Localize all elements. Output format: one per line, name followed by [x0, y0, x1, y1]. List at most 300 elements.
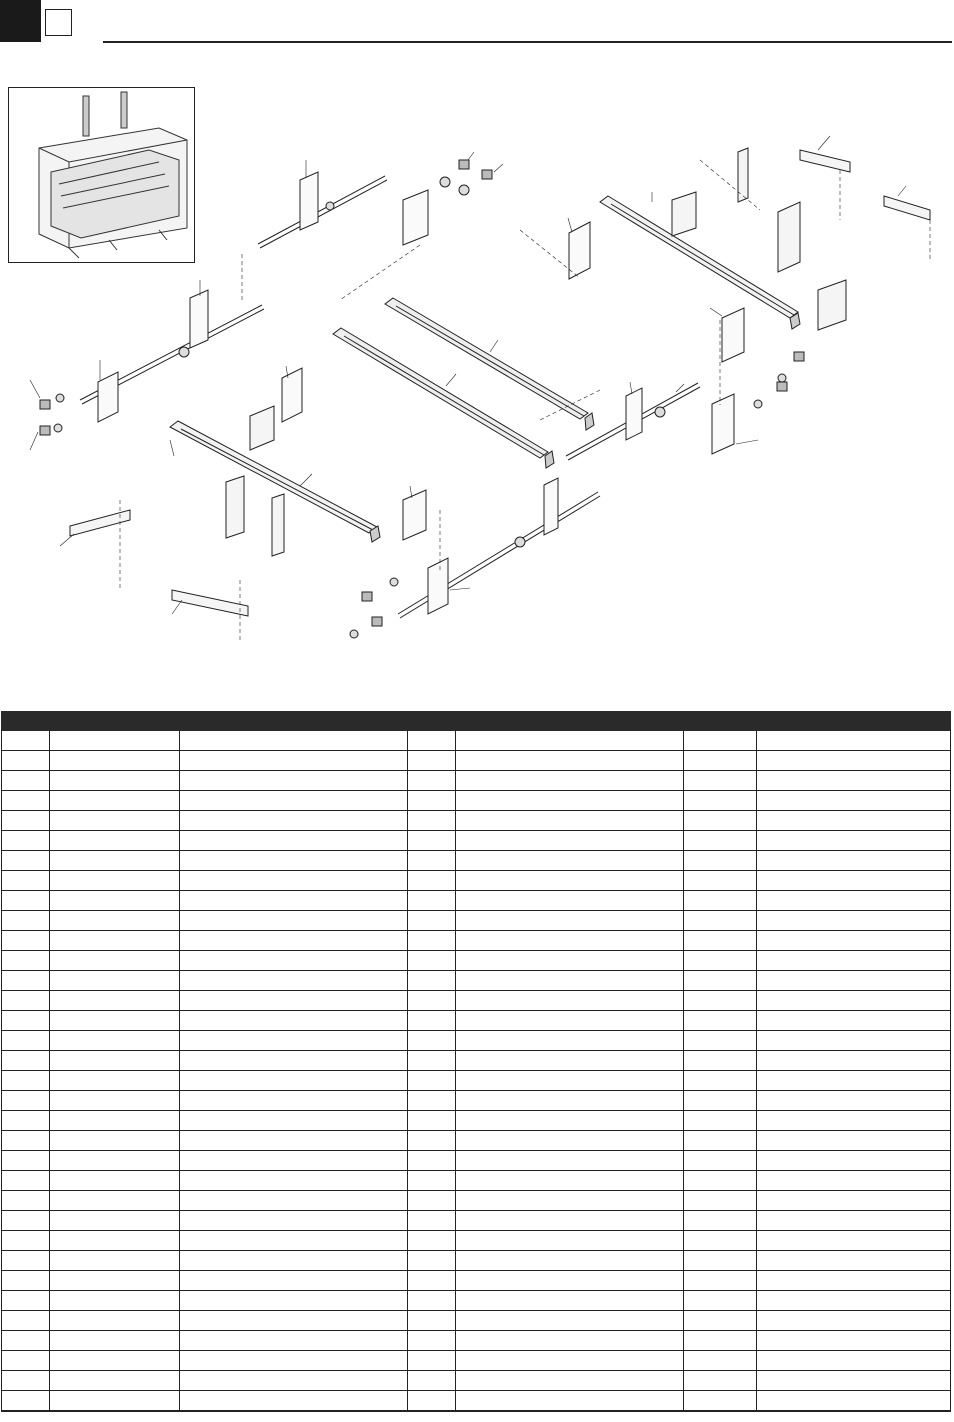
- table-cell: [50, 971, 180, 991]
- table-row: [2, 1111, 951, 1131]
- table-cell: [408, 891, 456, 911]
- table-cell: [757, 1251, 951, 1271]
- table-cell: [50, 891, 180, 911]
- table-cell: [180, 751, 408, 771]
- table-cell: [2, 1131, 50, 1151]
- table-cell: [684, 731, 757, 751]
- table-cell: [50, 1391, 180, 1412]
- table-cell: [2, 1231, 50, 1251]
- table-cell: [408, 771, 456, 791]
- table-cell: [2, 751, 50, 771]
- table-cell: [456, 1071, 684, 1091]
- table-row: [2, 1171, 951, 1191]
- table-cell: [408, 1031, 456, 1051]
- table-cell: [757, 1071, 951, 1091]
- table-cell: [684, 1131, 757, 1151]
- column-header: [456, 711, 684, 731]
- table-cell: [456, 971, 684, 991]
- table-cell: [456, 811, 684, 831]
- table-cell: [456, 871, 684, 891]
- table-cell: [408, 1051, 456, 1071]
- table-cell: [456, 1011, 684, 1031]
- bracket-vertical-left: [272, 494, 284, 556]
- table-cell: [2, 831, 50, 851]
- plate-upper-left: [300, 172, 318, 230]
- table-row: [2, 831, 951, 851]
- table-cell: [684, 891, 757, 911]
- table-cell: [456, 951, 684, 971]
- table-cell: [456, 1131, 684, 1151]
- table-cell: [456, 1331, 684, 1351]
- parts-list-table: [1, 711, 951, 1412]
- table-cell: [2, 871, 50, 891]
- table-cell: [684, 1031, 757, 1051]
- table-cell: [2, 1151, 50, 1171]
- table-cell: [50, 1131, 180, 1151]
- table-cell: [50, 1031, 180, 1051]
- table-cell: [408, 991, 456, 1011]
- table-cell: [408, 931, 456, 951]
- table-cell: [408, 1191, 456, 1211]
- table-cell: [180, 1331, 408, 1351]
- table-cell: [408, 1371, 456, 1391]
- column-header: [408, 711, 456, 731]
- table-cell: [757, 931, 951, 951]
- table-cell: [2, 1371, 50, 1391]
- table-cell: [50, 931, 180, 951]
- table-cell: [180, 1271, 408, 1291]
- table-cell: [2, 931, 50, 951]
- table-cell: [408, 1271, 456, 1291]
- table-cell: [50, 1071, 180, 1091]
- table-cell: [408, 1251, 456, 1271]
- table-cell: [757, 1171, 951, 1191]
- drive-shaft-upper-left: [258, 176, 387, 248]
- table-cell: [408, 1311, 456, 1331]
- table-cell: [180, 1151, 408, 1171]
- table-cell: [456, 931, 684, 951]
- table-cell: [757, 1391, 951, 1412]
- table-row: [2, 931, 951, 951]
- table-cell: [684, 1051, 757, 1071]
- table-cell: [180, 931, 408, 951]
- table-cell: [50, 1331, 180, 1351]
- table-row: [2, 1291, 951, 1311]
- table-cell: [757, 1051, 951, 1071]
- table-cell: [456, 1391, 684, 1412]
- table-cell: [50, 731, 180, 751]
- table-cell: [684, 971, 757, 991]
- table-cell: [684, 931, 757, 951]
- table-cell: [757, 1331, 951, 1351]
- table-cell: [2, 811, 50, 831]
- table-cell: [50, 1371, 180, 1391]
- table-cell: [684, 791, 757, 811]
- table-cell: [2, 1171, 50, 1191]
- table-row: [2, 1251, 951, 1271]
- table-cell: [2, 891, 50, 911]
- table-row: [2, 1351, 951, 1371]
- table-cell: [408, 791, 456, 811]
- table-cell: [456, 1311, 684, 1331]
- table-cell: [2, 971, 50, 991]
- table-cell: [50, 1311, 180, 1331]
- table-cell: [2, 951, 50, 971]
- table-cell: [408, 1171, 456, 1191]
- table-cell: [408, 731, 456, 751]
- table-cell: [180, 971, 408, 991]
- table-cell: [408, 831, 456, 851]
- table-row: [2, 1391, 951, 1412]
- plate-right-mid: [712, 394, 734, 454]
- bracket-vertical-right: [738, 148, 748, 202]
- table-cell: [2, 991, 50, 1011]
- bracket-right-a: [818, 280, 846, 330]
- table-cell: [180, 1111, 408, 1131]
- table-cell: [684, 871, 757, 891]
- table-cell: [456, 911, 684, 931]
- table-cell: [180, 1031, 408, 1051]
- table-row: [2, 791, 951, 811]
- table-cell: [50, 1011, 180, 1031]
- table-cell: [180, 911, 408, 931]
- table-cell: [757, 771, 951, 791]
- table-cell: [684, 1351, 757, 1371]
- table-cell: [456, 1171, 684, 1191]
- table-row: [2, 1151, 951, 1171]
- plate-lower-left: [428, 558, 448, 614]
- table-cell: [684, 1251, 757, 1271]
- table-cell: [757, 1231, 951, 1251]
- table-cell: [180, 1191, 408, 1211]
- table-cell: [2, 791, 50, 811]
- table-row: [2, 871, 951, 891]
- table-cell: [684, 991, 757, 1011]
- table-cell: [684, 1171, 757, 1191]
- table-cell: [50, 911, 180, 931]
- table-header-row: [2, 711, 951, 731]
- table-cell: [2, 1351, 50, 1371]
- table-cell: [757, 731, 951, 751]
- table-cell: [684, 1151, 757, 1171]
- table-cell: [180, 1351, 408, 1371]
- table-cell: [50, 1111, 180, 1131]
- table-cell: [180, 991, 408, 1011]
- bracket-center-small: [250, 406, 274, 450]
- table-row: [2, 1331, 951, 1351]
- table-cell: [50, 1171, 180, 1191]
- table-cell: [684, 1231, 757, 1251]
- table-row: [2, 991, 951, 1011]
- plate-lower-center: [544, 478, 558, 535]
- table-cell: [2, 851, 50, 871]
- table-cell: [684, 1291, 757, 1311]
- table-cell: [757, 1271, 951, 1291]
- table-cell: [408, 871, 456, 891]
- table-cell: [684, 1091, 757, 1111]
- table-row: [2, 851, 951, 871]
- table-cell: [757, 791, 951, 811]
- table-cell: [757, 1371, 951, 1391]
- table-cell: [757, 1111, 951, 1131]
- table-cell: [757, 871, 951, 891]
- table-cell: [456, 831, 684, 851]
- table-cell: [408, 1151, 456, 1171]
- table-cell: [757, 971, 951, 991]
- table-cell: [2, 1091, 50, 1111]
- table-cell: [50, 1091, 180, 1111]
- table-cell: [757, 1351, 951, 1371]
- table-cell: [757, 1011, 951, 1031]
- table-cell: [456, 1151, 684, 1171]
- table-cell: [456, 1091, 684, 1111]
- bracket-upper-right-a: [800, 150, 850, 172]
- column-header: [50, 711, 180, 731]
- table-cell: [456, 791, 684, 811]
- plate-upper-mid: [403, 190, 428, 245]
- table-cell: [684, 751, 757, 771]
- table-cell: [757, 911, 951, 931]
- table-cell: [180, 1091, 408, 1111]
- table-cell: [456, 851, 684, 871]
- bracket-left: [70, 510, 130, 536]
- table-cell: [456, 891, 684, 911]
- table-cell: [50, 1251, 180, 1271]
- table-row: [2, 951, 951, 971]
- table-cell: [684, 1071, 757, 1091]
- table-cell: [757, 1311, 951, 1331]
- table-cell: [180, 771, 408, 791]
- table-cell: [2, 1211, 50, 1231]
- table-cell: [50, 791, 180, 811]
- table-cell: [684, 1011, 757, 1031]
- table-cell: [50, 1291, 180, 1311]
- table-cell: [684, 811, 757, 831]
- table-cell: [684, 831, 757, 851]
- bracket-upper-right-b: [884, 196, 930, 220]
- table-cell: [408, 1231, 456, 1251]
- table-cell: [757, 891, 951, 911]
- table-row: [2, 891, 951, 911]
- table-cell: [50, 1351, 180, 1371]
- table-cell: [456, 1111, 684, 1131]
- table-row: [2, 1271, 951, 1291]
- table-cell: [757, 1151, 951, 1171]
- table-cell: [180, 831, 408, 851]
- table-cell: [408, 1011, 456, 1031]
- table-cell: [50, 771, 180, 791]
- table-cell: [684, 1391, 757, 1412]
- column-header: [757, 711, 951, 731]
- table-cell: [50, 751, 180, 771]
- table-cell: [180, 951, 408, 971]
- table-cell: [2, 1191, 50, 1211]
- table-row: [2, 1231, 951, 1251]
- plate-lower-mid: [403, 490, 426, 540]
- table-cell: [408, 1291, 456, 1311]
- table-cell: [180, 791, 408, 811]
- table-row: [2, 1211, 951, 1231]
- table-cell: [50, 871, 180, 891]
- table-cell: [684, 911, 757, 931]
- table-cell: [456, 1251, 684, 1271]
- table-cell: [2, 771, 50, 791]
- table-row: [2, 1311, 951, 1331]
- table-cell: [757, 1291, 951, 1311]
- table-body: [2, 731, 951, 1411]
- table-cell: [180, 811, 408, 831]
- table-cell: [180, 1011, 408, 1031]
- table-cell: [180, 1231, 408, 1251]
- table-cell: [180, 1171, 408, 1191]
- table-cell: [408, 1091, 456, 1111]
- bracket-lower-left: [172, 590, 248, 616]
- plate-center-right: [626, 388, 642, 440]
- table-cell: [180, 1371, 408, 1391]
- table-cell: [456, 1051, 684, 1071]
- plate-left-upper: [190, 290, 208, 348]
- table-cell: [456, 1271, 684, 1291]
- plate-upper-right: [569, 222, 590, 279]
- table-cell: [2, 1071, 50, 1091]
- assembly-lines: [120, 160, 930, 640]
- table-cell: [2, 1111, 50, 1131]
- table-cell: [757, 751, 951, 771]
- column-header: [2, 711, 50, 731]
- table-cell: [408, 851, 456, 871]
- table-cell: [408, 951, 456, 971]
- table-cell: [684, 851, 757, 871]
- table-cell: [180, 1251, 408, 1271]
- table-row: [2, 1051, 951, 1071]
- table-cell: [50, 831, 180, 851]
- table-cell: [684, 1311, 757, 1331]
- table-cell: [408, 971, 456, 991]
- machine-overview-inset: [8, 87, 195, 263]
- table-cell: [2, 1391, 50, 1412]
- table-cell: [757, 1191, 951, 1211]
- table-cell: [50, 1211, 180, 1231]
- table-cell: [2, 1251, 50, 1271]
- table-cell: [408, 811, 456, 831]
- table-cell: [2, 1311, 50, 1331]
- table-row: [2, 1191, 951, 1211]
- bracket-lower-small: [226, 476, 244, 538]
- table-cell: [757, 1031, 951, 1051]
- table-cell: [684, 1271, 757, 1291]
- table-cell: [757, 1211, 951, 1231]
- table-cell: [2, 1011, 50, 1031]
- table-row: [2, 911, 951, 931]
- table-cell: [2, 1051, 50, 1071]
- table-cell: [456, 1291, 684, 1311]
- table-cell: [456, 991, 684, 1011]
- bracket-mid-small: [672, 192, 696, 236]
- table-cell: [684, 951, 757, 971]
- table-cell: [50, 1191, 180, 1211]
- table-cell: [180, 1311, 408, 1331]
- table-cell: [50, 1271, 180, 1291]
- table-cell: [757, 851, 951, 871]
- table-row: [2, 751, 951, 771]
- table-cell: [456, 1371, 684, 1391]
- table-cell: [684, 771, 757, 791]
- column-header: [180, 711, 408, 731]
- column-header: [684, 711, 757, 731]
- table-row: [2, 1031, 951, 1051]
- table-cell: [456, 1211, 684, 1231]
- table-cell: [456, 751, 684, 771]
- table-cell: [180, 1211, 408, 1231]
- table-cell: [757, 831, 951, 851]
- table-cell: [180, 1131, 408, 1151]
- table-cell: [684, 1191, 757, 1211]
- table-cell: [684, 1211, 757, 1231]
- table-cell: [408, 1391, 456, 1412]
- table-cell: [456, 1191, 684, 1211]
- table-cell: [757, 991, 951, 1011]
- table-cell: [684, 1111, 757, 1131]
- table-row: [2, 1371, 951, 1391]
- right-conveyor-rail: [600, 196, 800, 329]
- table-row: [2, 771, 951, 791]
- table-cell: [757, 1131, 951, 1151]
- table-row: [2, 1131, 951, 1151]
- table-cell: [757, 1091, 951, 1111]
- table-row: [2, 971, 951, 991]
- table-cell: [408, 1331, 456, 1351]
- table-row: [2, 811, 951, 831]
- table-cell: [50, 1231, 180, 1251]
- table-cell: [2, 911, 50, 931]
- table-cell: [456, 771, 684, 791]
- plate-center-left: [282, 368, 302, 422]
- table-cell: [456, 731, 684, 751]
- table-cell: [180, 871, 408, 891]
- table-cell: [456, 1231, 684, 1251]
- center-rail-lower: [333, 328, 554, 468]
- table-cell: [180, 891, 408, 911]
- table-row: [2, 1091, 951, 1111]
- table-cell: [684, 1371, 757, 1391]
- table-cell: [50, 811, 180, 831]
- plate-right-upper: [722, 308, 744, 362]
- table-cell: [408, 1351, 456, 1371]
- table-cell: [408, 1111, 456, 1131]
- table-cell: [2, 1291, 50, 1311]
- table-cell: [408, 1071, 456, 1091]
- table-cell: [408, 751, 456, 771]
- plate-left-mid: [98, 372, 118, 422]
- table-cell: [2, 731, 50, 751]
- bracket-right-plate: [778, 202, 800, 272]
- table-cell: [456, 1031, 684, 1051]
- table-cell: [180, 1051, 408, 1071]
- table-cell: [757, 951, 951, 971]
- table-cell: [180, 1291, 408, 1311]
- table-cell: [180, 731, 408, 751]
- table-cell: [684, 1331, 757, 1351]
- table-cell: [408, 1211, 456, 1231]
- table-cell: [2, 1031, 50, 1051]
- table-cell: [408, 911, 456, 931]
- center-rail-upper: [385, 298, 594, 430]
- table-cell: [50, 991, 180, 1011]
- table-cell: [180, 1391, 408, 1412]
- table-cell: [2, 1331, 50, 1351]
- machine-overview-image: [9, 88, 194, 262]
- table-row: [2, 731, 951, 751]
